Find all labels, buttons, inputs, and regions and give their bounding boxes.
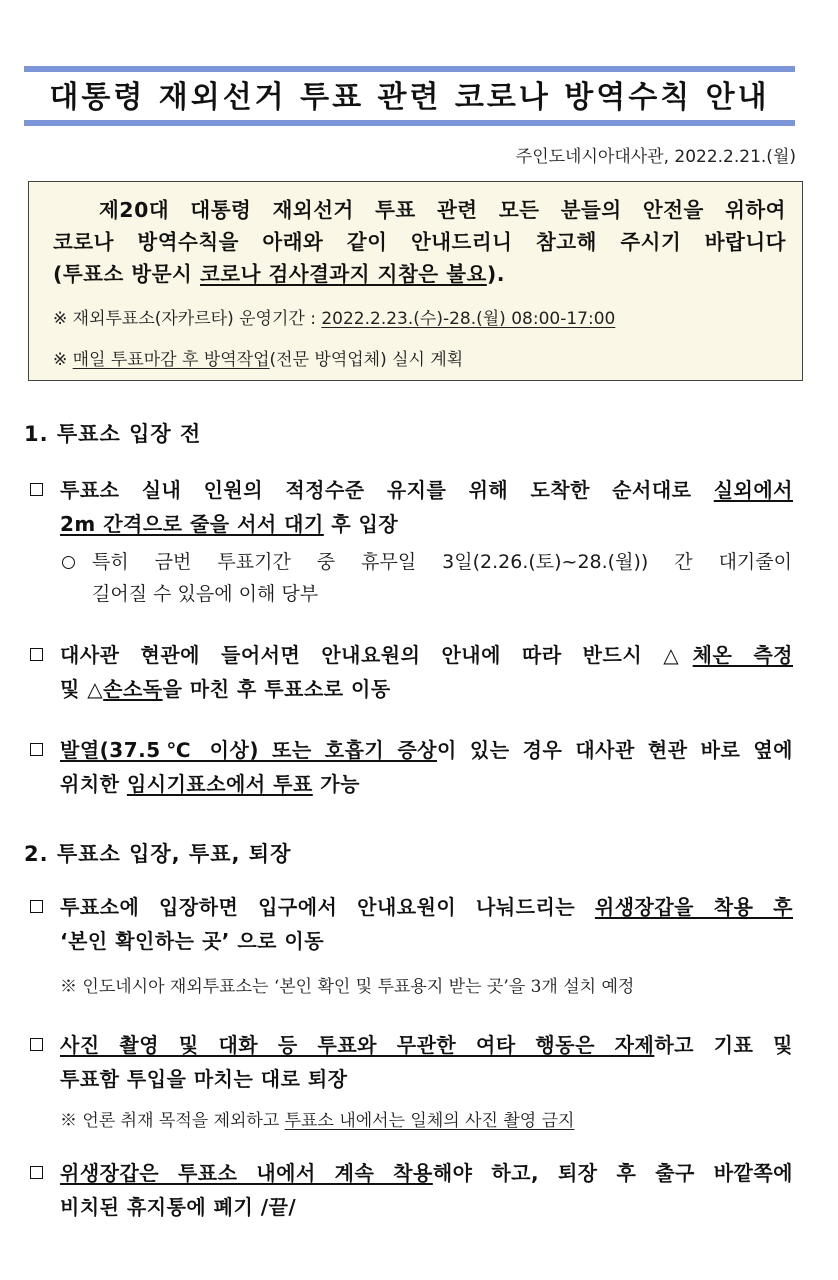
item-emphasis: 2m 간격으로 줄을 서서 대기 (60, 512, 324, 536)
section-1-heading: 1. 투표소 입장 전 (24, 422, 202, 446)
item-line-1 (60, 1028, 793, 1062)
section-1-item-1-sub (62, 546, 792, 610)
notice-line-2: 코로나 방역수칙을 아래와 같이 안내드리니 참고해 주시기 바랍니다 (53, 230, 786, 254)
item-line-1 (60, 638, 793, 672)
section-2-item-2-remark (60, 1106, 574, 1131)
section-2-item-1 (30, 890, 793, 958)
item-text: 투표소 실내 인원의 적정수준 유지를 위해 도착한 순서대로 (60, 478, 714, 502)
item-line-2: 비치된 휴지통에 폐기 /끝/ (60, 1195, 297, 1219)
notice-period-note (53, 304, 615, 329)
circle-bullet-icon (62, 556, 75, 569)
item-text: 하고 기표 및 (654, 1033, 794, 1057)
item-line-1 (60, 733, 793, 767)
notice-no-test-required: 코로나 검사결과지 지참은 불요 (199, 262, 487, 286)
item-line-1 (60, 473, 793, 507)
notice-line-3 (53, 258, 786, 290)
item-emphasis: 체온 측정 (692, 643, 793, 667)
checkbox-bullet-icon (30, 648, 43, 661)
item-line-1 (60, 1156, 793, 1190)
note-mark: ※ (53, 350, 73, 370)
remark-text: ※ 언론 취재 목적을 제외하고 (60, 1111, 285, 1131)
remark-emphasis: 투표소 내에서는 일체의 사진 촬영 금지 (284, 1111, 575, 1131)
item-text: 을 마친 후 투표소로 이동 (162, 677, 391, 701)
item-emphasis: 사진 촬영 및 대화 등 투표와 무관한 여타 행동은 자제 (60, 1033, 655, 1057)
title-rule-bottom (24, 120, 795, 126)
notice-box (28, 181, 803, 381)
dateline: 주인도네시아대사관, 2022.2.21.(월) (515, 147, 796, 167)
notice-disinfection-note (53, 345, 463, 370)
item-emphasis: 실외에서 (713, 478, 793, 502)
item-text: 가능 (312, 772, 360, 796)
item-emphasis: 위생장갑은 투표소 내에서 계속 착용 (60, 1161, 433, 1185)
item-text: 대사관 현관에 들어서면 안내요원의 안내에 따라 반드시 △ (60, 643, 693, 667)
item-line-1 (60, 890, 793, 924)
sub-line-1: 특히 금번 투표기간 중 휴무일 3일(2.26.(토)~28.(월)) 간 대기줄이 (92, 551, 792, 573)
item-line-2 (60, 507, 793, 541)
item-emphasis: 발열(37.5℃ 이상) 또는 호흡기 증상 (60, 738, 437, 762)
checkbox-bullet-icon (30, 1038, 43, 1051)
notice-line-3-start: (투표소 방문시 (53, 262, 200, 286)
item-line-2 (60, 672, 793, 706)
checkbox-bullet-icon (30, 1166, 43, 1179)
section-2-heading: 2. 투표소 입장, 투표, 퇴장 (24, 842, 292, 866)
section-1-item-2 (30, 638, 793, 706)
period-value: 2022.2.23.(수)-28.(월) 08:00-17:00 (321, 309, 616, 329)
checkbox-bullet-icon (30, 743, 43, 756)
notice-line-1: 제20대 대통령 재외선거 투표 관련 모든 분들의 안전을 위하여 (99, 198, 786, 222)
notice-paragraph (53, 194, 786, 290)
disinfection-detail: (전문 방역업체) 실시 계획 (269, 350, 464, 370)
item-text: 후 입장 (323, 512, 399, 536)
item-text: 투표소에 입장하면 입구에서 안내요원이 나눠드리는 (60, 895, 595, 919)
item-emphasis: 임시기표소에서 투표 (126, 772, 313, 796)
item-text: 이 있는 경우 대사관 현관 바로 옆에 (436, 738, 793, 762)
sub-line-2: 길어질 수 있음에 이해 당부 (92, 583, 319, 605)
item-text: 및 △ (60, 677, 104, 701)
item-text: 해야 하고, 퇴장 후 출구 바깥쪽에 (432, 1161, 793, 1185)
section-1-item-3 (30, 733, 793, 801)
section-2-item-3 (30, 1156, 793, 1224)
item-line-2 (60, 767, 793, 801)
title-rule-top (24, 66, 795, 72)
notice-line-3-end: ). (486, 262, 505, 286)
item-text: 위치한 (60, 772, 127, 796)
section-2-item-2 (30, 1028, 793, 1096)
disinfection-text: 매일 투표마감 후 방역작업 (72, 350, 270, 370)
section-2-item-1-remark: ※ 인도네시아 재외투표소는 ‘본인 확인 및 투표용지 받는 곳’을 3개 설치 예정 (60, 977, 635, 997)
item-emphasis: 손소독 (103, 677, 163, 701)
item-emphasis: 위생장갑을 착용 후 (594, 895, 793, 919)
section-1-item-1 (30, 473, 793, 541)
item-line-2: ‘본인 확인하는 곳’ 으로 이동 (60, 929, 325, 953)
item-line-2: 투표함 투입을 마치는 대로 퇴장 (60, 1067, 348, 1091)
page-title: 대통령 재외선거 투표 관련 코로나 방역수칙 안내 (49, 80, 770, 115)
checkbox-bullet-icon (30, 900, 43, 913)
period-label: ※ 재외투표소(자카르타) 운영기간 : (53, 309, 322, 329)
checkbox-bullet-icon (30, 483, 43, 496)
